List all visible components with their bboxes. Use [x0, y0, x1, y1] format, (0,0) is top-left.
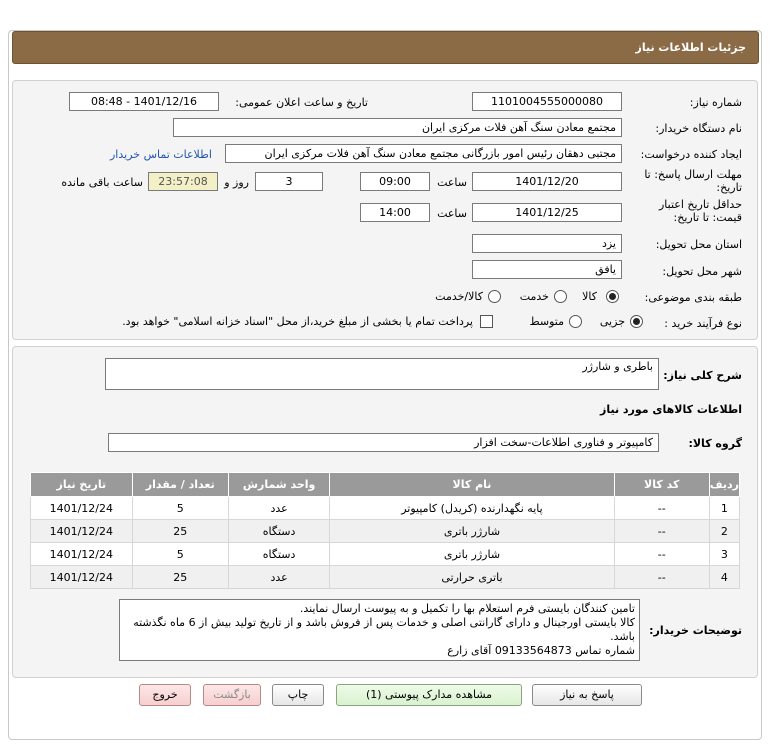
process-label: نوع فرآیند خرید :: [664, 317, 742, 330]
page-title: جزئیات اطلاعات نیاز: [635, 41, 746, 54]
buyer-contact-link[interactable]: اطلاعات تماس خریدار: [110, 148, 212, 161]
reply-button[interactable]: پاسخ به نیاز: [532, 684, 642, 706]
cell-code: --: [614, 566, 709, 589]
note-line: شماره تماس 09133564873 آقای زارع: [447, 644, 635, 657]
validity-time-label: ساعت: [437, 207, 467, 220]
process-minor-label: جزیی: [599, 315, 625, 328]
category-label: طبقه بندی موضوعی:: [644, 291, 742, 304]
category-goods-service-label: کالا/خدمت: [435, 290, 483, 303]
cell-date: 1401/12/24: [31, 520, 133, 543]
announce-label: تاریخ و ساعت اعلان عمومی:: [235, 96, 368, 109]
validity-date-field: 1401/12/25: [472, 203, 622, 222]
goods-group-field: کامپیوتر و فناوری اطلاعات-سخت افزار: [108, 433, 659, 452]
goods-group-label: گروه کالا:: [688, 437, 742, 450]
category-goods-service-radio[interactable]: [488, 290, 501, 303]
summary-field: باطری و شارژر: [105, 358, 659, 390]
remaining-label: ساعت باقی مانده: [61, 176, 143, 189]
table-row: [31, 566, 740, 589]
requester-field: مجتبی دهقان رئیس امور بازرگانی مجتمع معادن سنگ آهن فلات مرکزی ایران: [225, 144, 622, 163]
buyer-org-field: مجتمع معادن سنگ آهن فلات مرکزی ایران: [173, 118, 622, 137]
col-qty-header: تعداد / مقدار: [132, 473, 228, 497]
days-field: 3: [255, 172, 323, 191]
cell-qty: 25: [132, 566, 228, 589]
table-row: [31, 497, 740, 520]
print-button[interactable]: چاپ: [272, 684, 324, 706]
payment-note: پرداخت تمام یا بخشی از مبلغ خرید،از محل "اسناد خزانه اسلامی" خواهد بود.: [122, 315, 473, 328]
need-number-field: 1101004555000080: [472, 92, 622, 111]
buyer-notes-label: توضیحات خریدار:: [649, 624, 742, 637]
table-row: [31, 543, 740, 566]
cell-row: 1: [709, 497, 739, 520]
category-goods-label: کالا: [582, 290, 597, 303]
summary-label: شرح کلی نیاز:: [663, 369, 742, 382]
process-medium-label: متوسط: [529, 315, 564, 328]
cell-row: 4: [709, 566, 739, 589]
province-field: یزد: [472, 234, 622, 253]
days-label: روز و: [224, 176, 249, 189]
col-code-header: کد کالا: [614, 473, 709, 497]
cell-qty: 25: [132, 520, 228, 543]
process-medium-radio[interactable]: [569, 315, 582, 328]
table-header-row: [31, 473, 740, 497]
cell-unit: دستگاه: [228, 543, 329, 566]
cell-name: شارژر باتری: [330, 543, 614, 566]
need-number-label: شماره نیاز:: [689, 96, 742, 109]
validity-time-field: 14:00: [360, 203, 430, 222]
table-row: [31, 520, 740, 543]
view-attachments-button[interactable]: مشاهده مدارک پیوستی (1): [336, 684, 522, 706]
cell-row: 3: [709, 543, 739, 566]
goods-table: [30, 472, 740, 589]
goods-info-title: اطلاعات کالاهای مورد نیاز: [600, 403, 742, 416]
treasury-payment-checkbox[interactable]: [480, 315, 493, 328]
announce-field: 1401/12/16 - 08:48: [69, 92, 219, 111]
col-name-header: نام کالا: [330, 473, 614, 497]
page-header: [12, 31, 759, 64]
cell-unit: عدد: [228, 566, 329, 589]
category-goods-radio[interactable]: [606, 290, 619, 303]
cell-name: شارژر باتری: [330, 520, 614, 543]
cell-code: --: [614, 520, 709, 543]
cell-name: پایه نگهدارنده (کریدل) کامپیوتر: [330, 497, 614, 520]
cell-unit: عدد: [228, 497, 329, 520]
deadline-date-field: 1401/12/20: [472, 172, 622, 191]
cell-date: 1401/12/24: [31, 543, 133, 566]
cell-date: 1401/12/24: [31, 497, 133, 520]
deadline-label: مهلت ارسال پاسخ: تا تاریخ:: [644, 168, 742, 194]
city-label: شهر محل تحویل:: [662, 265, 742, 278]
remaining-time-field: 23:57:08: [148, 172, 218, 191]
validity-label: حداقل تاریخ اعتبار قیمت: تا تاریخ:: [658, 198, 742, 224]
col-date-header: تاریخ نیاز: [31, 473, 133, 497]
buyer-notes-box: [119, 599, 640, 661]
cell-date: 1401/12/24: [31, 566, 133, 589]
cell-qty: 5: [132, 497, 228, 520]
deadline-time-label: ساعت: [437, 176, 467, 189]
exit-button[interactable]: خروج: [139, 684, 191, 706]
cell-name: باتری حرارتی: [330, 566, 614, 589]
category-service-label: خدمت: [519, 290, 549, 303]
city-field: یافق: [472, 260, 622, 279]
requester-label: ایجاد کننده درخواست:: [640, 148, 742, 161]
cell-qty: 5: [132, 543, 228, 566]
cell-code: --: [614, 497, 709, 520]
category-service-radio[interactable]: [554, 290, 567, 303]
cell-unit: دستگاه: [228, 520, 329, 543]
cell-row: 2: [709, 520, 739, 543]
col-unit-header: واحد شمارش: [228, 473, 329, 497]
cell-code: --: [614, 543, 709, 566]
province-label: استان محل تحویل:: [655, 238, 742, 251]
deadline-time-field: 09:00: [360, 172, 430, 191]
back-button[interactable]: بازگشت: [203, 684, 261, 706]
note-line: کالا بایستی اورجینال و دارای گارانتی اصلی و خدمات پس از فروش باشد و از تاریخ تولید بیش از 6 ماه نگذشته باشد.: [133, 616, 635, 643]
buyer-org-label: نام دستگاه خریدار:: [655, 122, 742, 135]
note-line: تامین کنندگان بایستی فرم استعلام بها را تکمیل و به پیوست ارسال نمایند.: [299, 602, 635, 615]
process-minor-radio[interactable]: [630, 315, 643, 328]
col-row-header: ردیف: [709, 473, 739, 497]
